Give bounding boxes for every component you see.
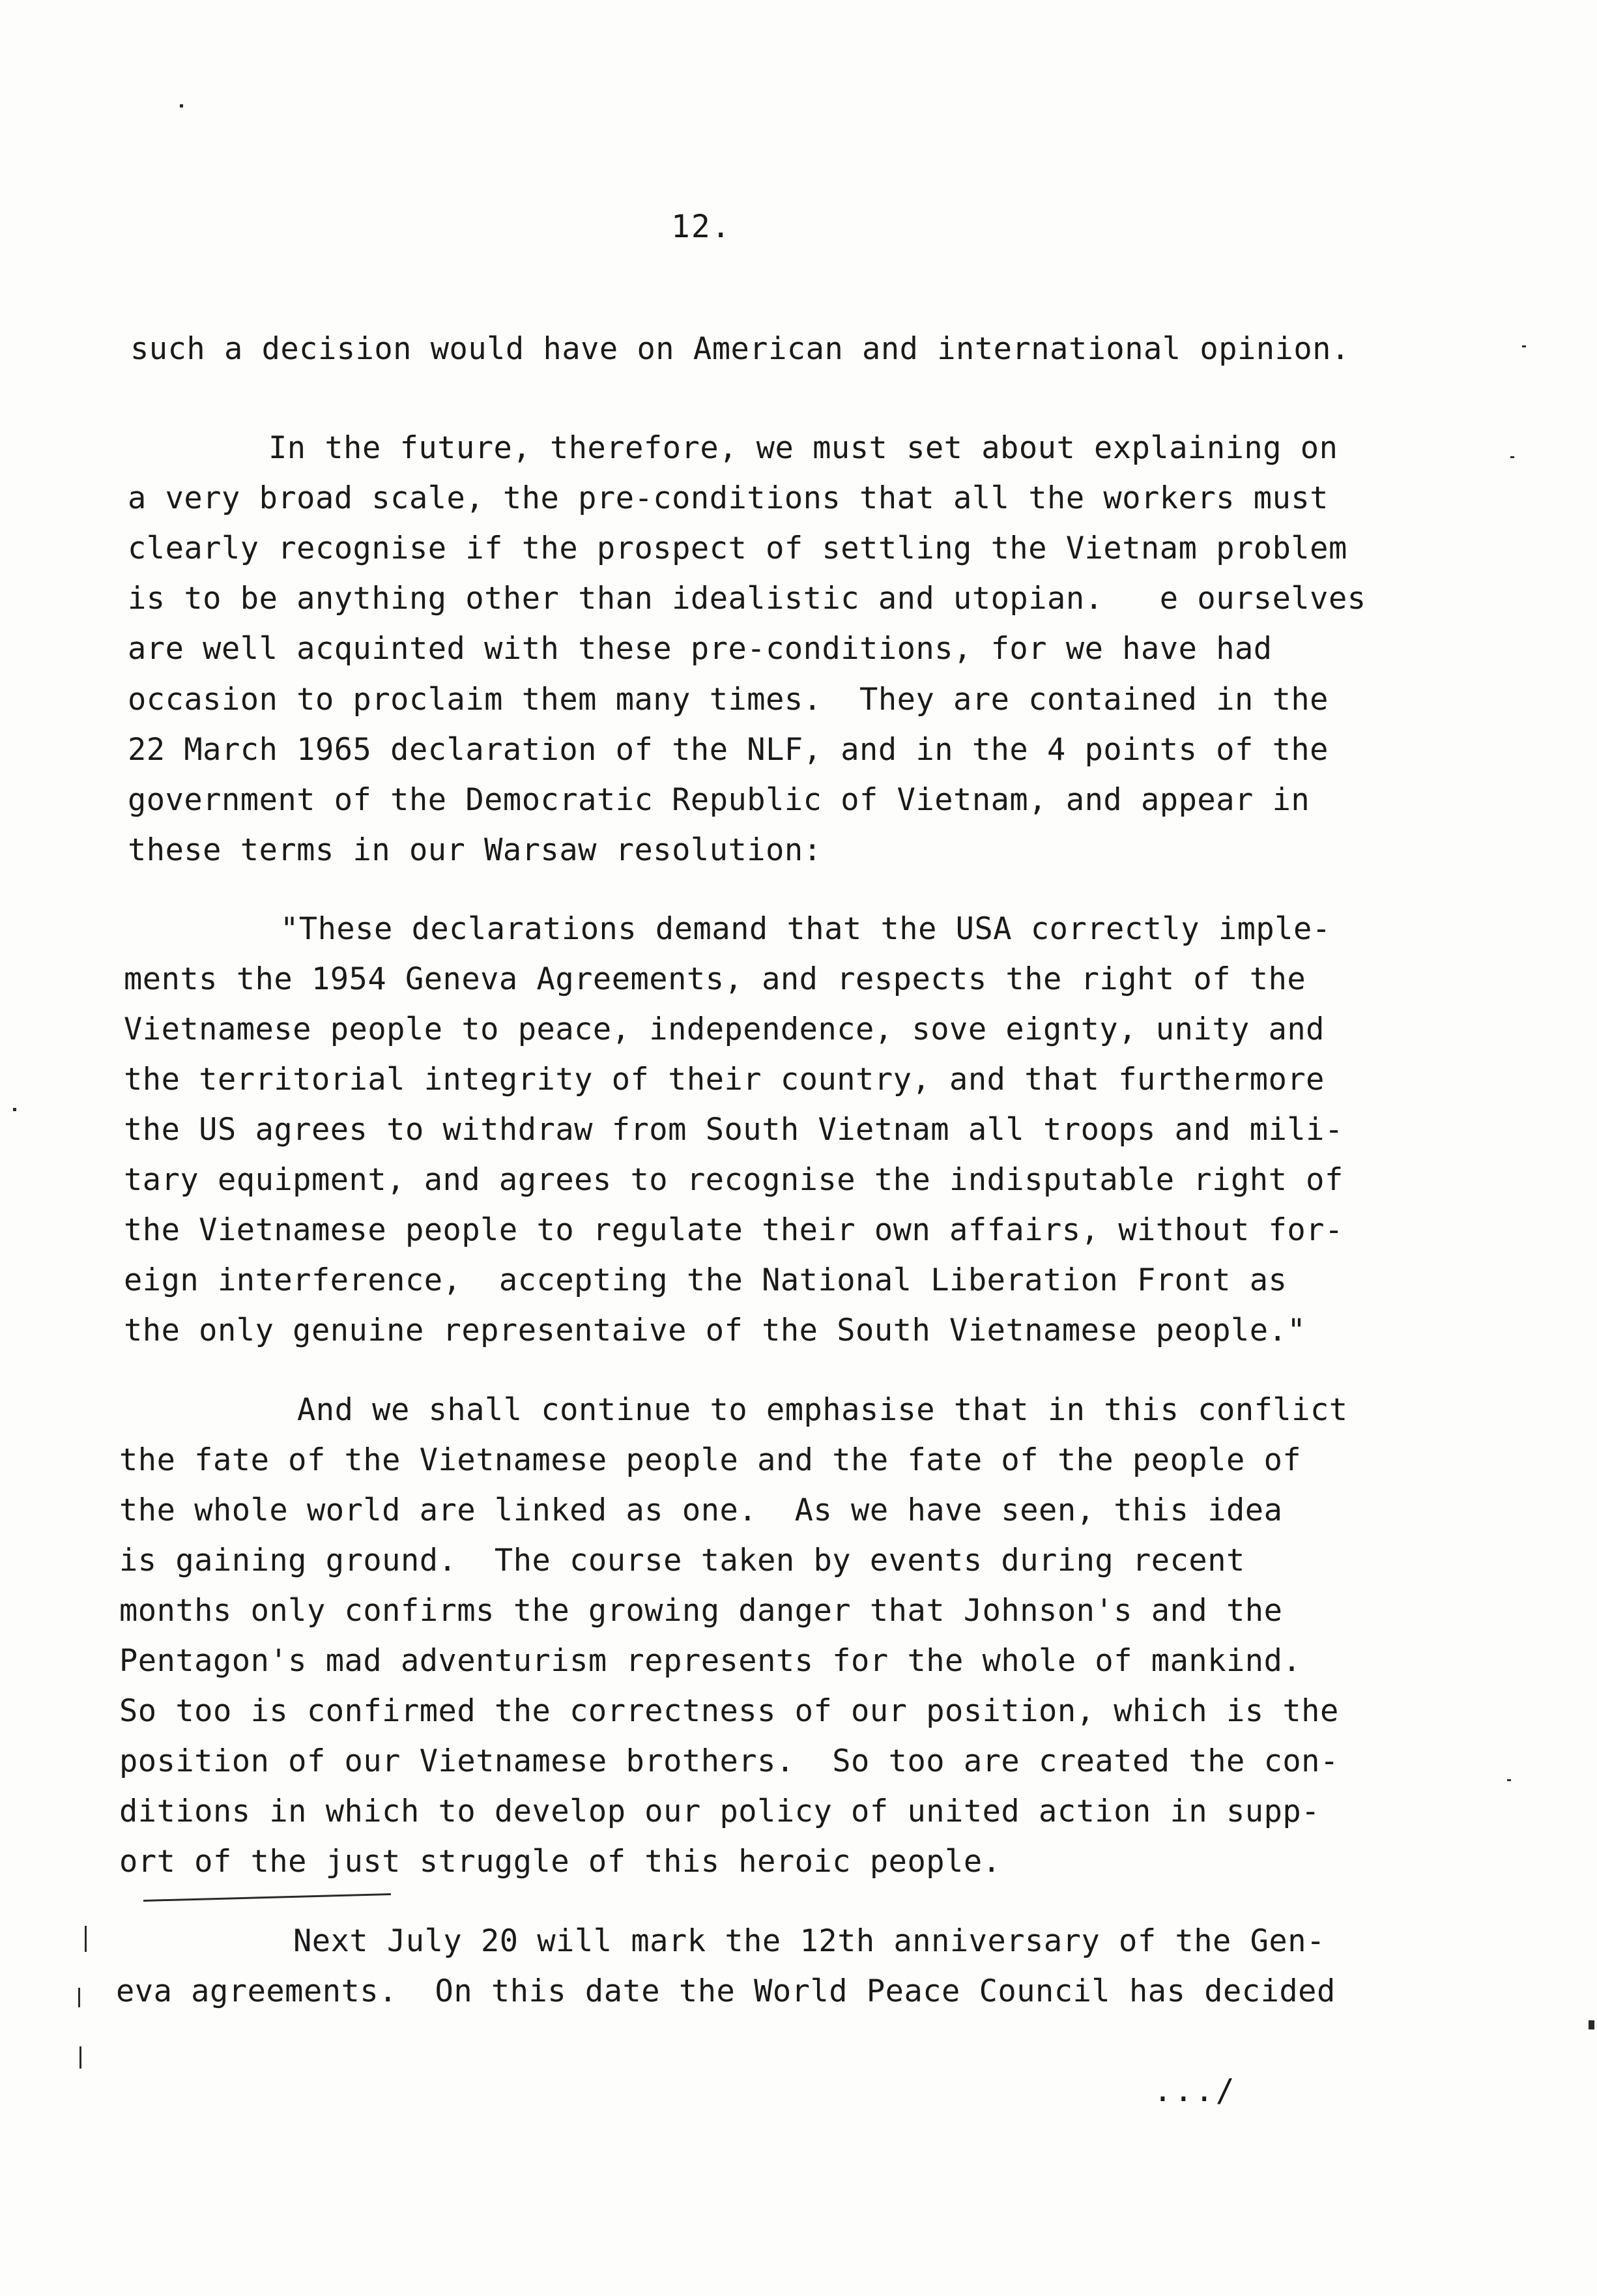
text-line: clearly recognise if the prospect of settling the Vietnam problem: [128, 530, 1347, 566]
scan-speck: [1589, 2020, 1594, 2029]
text-line: the fate of the Vietnamese people and the fate of the people of: [119, 1442, 1302, 1478]
text-line: 22 March 1965 declaration of the NLF, and in the 4 points of the: [128, 732, 1329, 768]
text-line: "These declarations demand that the USA correctly imple-: [280, 911, 1331, 947]
margin-stroke: [143, 1893, 391, 1902]
text-line: government of the Democratic Republic of Vietnam, and appear in: [128, 782, 1310, 818]
text-line: ort of the just struggle of this heroic people.: [119, 1844, 1001, 1880]
margin-stroke: [78, 1988, 80, 2007]
text-line: In the future, therefore, we must set about explaining on: [268, 430, 1338, 466]
text-line: eva agreements. On this date the World Peace Council has decided: [116, 1973, 1336, 2009]
text-line: the Vietnamese people to regulate their own affairs, without for-: [124, 1212, 1344, 1248]
text-line: So too is confirmed the correctness of our position, which is the: [119, 1693, 1339, 1729]
margin-stroke: [79, 2046, 81, 2069]
text-line: Next July 20 will mark the 12th anniversary of the Gen-: [293, 1923, 1325, 1959]
text-line: Vietnamese people to peace, independence, sove eignty, unity and: [124, 1011, 1325, 1047]
scan-speck: [1522, 345, 1526, 347]
text-line: occasion to proclaim them many times. They are contained in the: [128, 682, 1329, 718]
text-line: the territorial integrity of their country, and that furthermore: [124, 1062, 1325, 1097]
text-line: are well acquinted with these pre-conditions, for we have had: [128, 631, 1273, 667]
text-line: a very broad scale, the pre-conditions that all the workers must: [128, 480, 1329, 516]
text-line: And we shall continue to emphasise that in this conflict: [297, 1392, 1348, 1428]
text-line: the whole world are linked as one. As we have seen, this idea: [119, 1492, 1283, 1528]
text-line: Pentagon's mad adventurism represents for the whole of mankind.: [119, 1643, 1302, 1679]
text-line: these terms in our Warsaw resolution:: [128, 832, 822, 868]
scan-speck: [1510, 456, 1514, 458]
text-line: tary equipment, and agrees to recognise the indisputable right of: [124, 1162, 1344, 1198]
text-line: months only confirms the growing danger that Johnson's and the: [119, 1593, 1283, 1629]
text-line: the only genuine representaive of the South Vietnamese people.": [124, 1313, 1306, 1348]
text-line: the US agrees to withdraw from South Vietnam all troops and mili-: [124, 1112, 1344, 1148]
margin-stroke: [85, 1926, 87, 1952]
text-line: ditions in which to develop our policy of united action in supp-: [119, 1794, 1320, 1829]
text-line: position of our Vietnamese brothers. So too are created the con-: [119, 1743, 1339, 1779]
scan-speck: [180, 104, 183, 108]
scan-speck: [13, 1108, 16, 1111]
text-line: ments the 1954 Geneva Agreements, and respects the right of the: [124, 961, 1306, 997]
text-line: eign interference, accepting the National Liberation Front as: [124, 1262, 1288, 1298]
scan-speck: [1507, 1779, 1511, 1781]
page-number: 12.: [671, 209, 732, 245]
text-line: is gaining ground. The course taken by events during recent: [119, 1543, 1245, 1578]
continuation-mark: .../: [1153, 2072, 1237, 2109]
text-line: such a decision would have on American and international opinion.: [130, 331, 1350, 367]
text-line: is to be anything other than idealistic and utopian. e ourselves: [128, 581, 1366, 617]
